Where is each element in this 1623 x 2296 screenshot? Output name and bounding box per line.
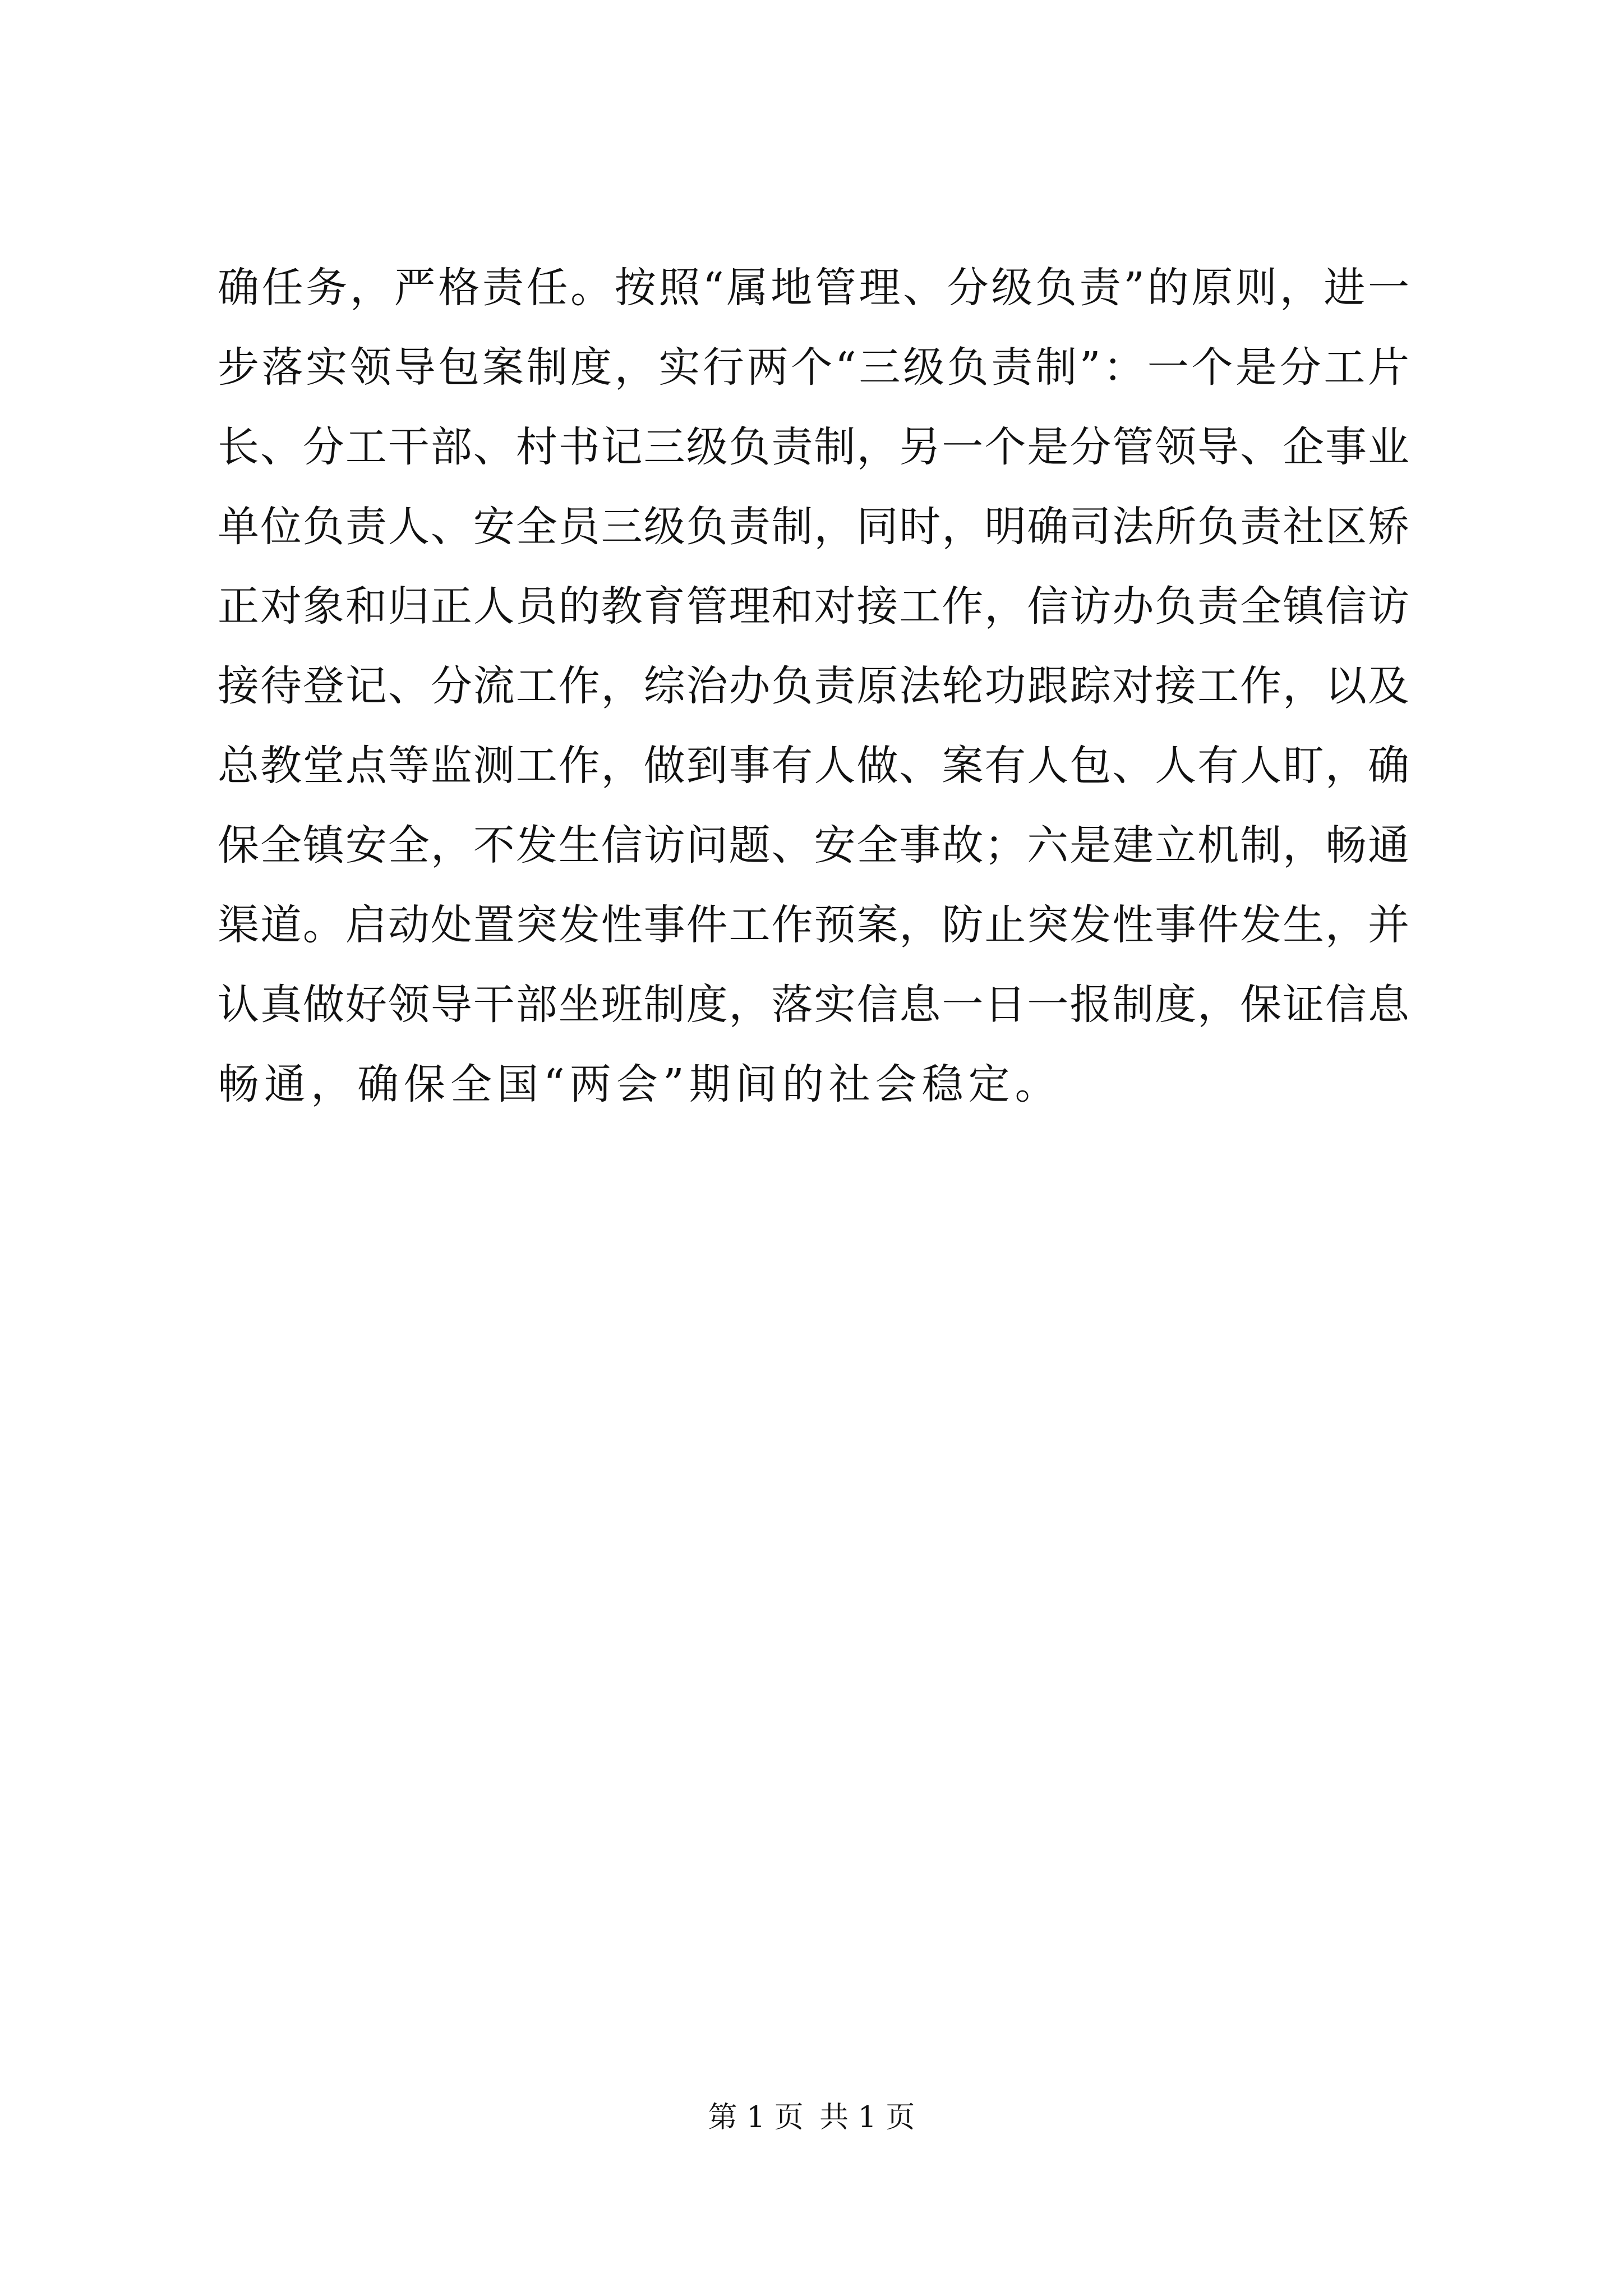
body-paragraph bbox=[218, 248, 1409, 1124]
paragraph-line: 步落实领导包案制度，实行两个“三级负责制”：一个是分工片 bbox=[218, 343, 1409, 392]
page-total: 共 1 页 bbox=[819, 2101, 915, 2134]
paragraph-line: 渠道。启动处置突发性事件工作预案，防止突发性事件发生，并 bbox=[218, 901, 1409, 949]
paragraph-line: 接待登记、分流工作，综治办负责原法轮功跟踪对接工作，以及 bbox=[218, 662, 1409, 710]
paragraph-line: 畅通，确保全国“两会”期间的社会稳定。 bbox=[218, 1060, 1062, 1108]
paragraph-line: 正对象和归正人员的教育管理和对接工作，信访办负责全镇信访 bbox=[218, 582, 1409, 631]
paragraph-line: 单位负责人、安全员三级负责制，同时，明确司法所负责社区矫 bbox=[218, 503, 1409, 551]
paragraph-line: 确任务，严格责任。按照“属地管理、分级负责”的原则，进一 bbox=[218, 264, 1409, 312]
paragraph-line: 总教堂点等监测工作，做到事有人做、案有人包、人有人盯，确 bbox=[218, 742, 1409, 790]
paragraph-line: 长、分工干部、村书记三级负责制，另一个是分管领导、企事业 bbox=[218, 423, 1409, 471]
page-number: 第 1 页 bbox=[708, 2101, 804, 2134]
paragraph-line: 保全镇安全，不发生信访问题、安全事故；六是建立机制，畅通 bbox=[218, 821, 1409, 869]
paragraph-line: 认真做好领导干部坐班制度，落实信息一日一报制度，保证信息 bbox=[218, 981, 1409, 1029]
page-footer bbox=[0, 2098, 1623, 2137]
